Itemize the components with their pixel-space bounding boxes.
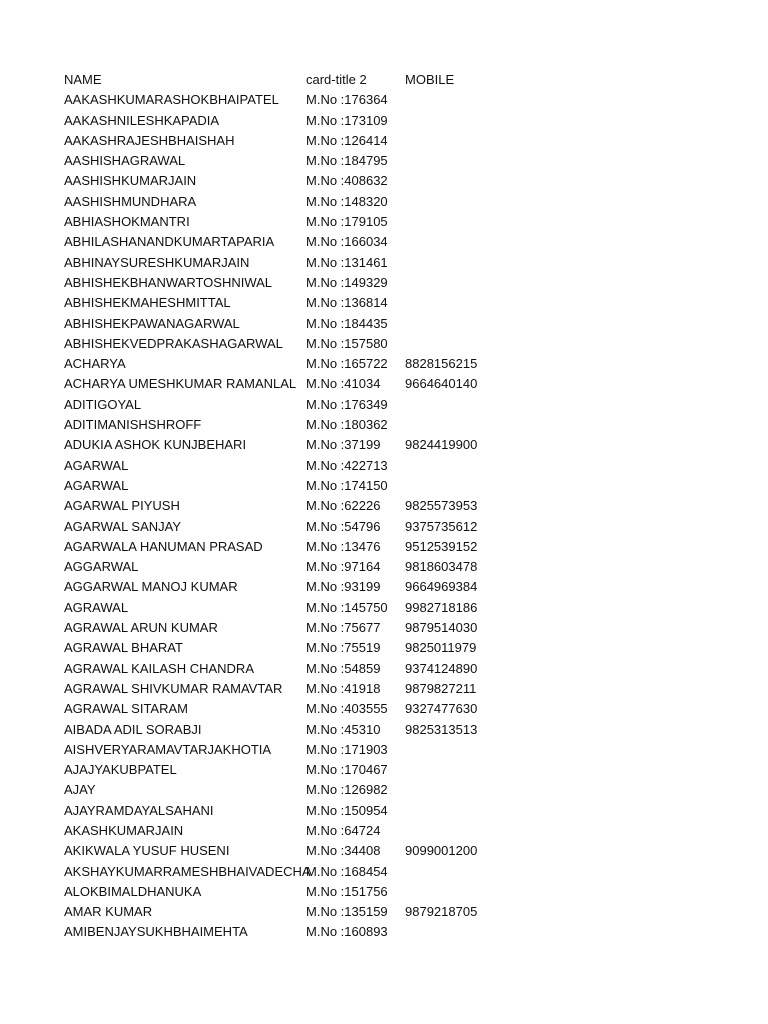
cell-mobile: 9374124890 <box>405 660 478 676</box>
cell-mobile: 9327477630 <box>405 701 478 717</box>
cell-mobile <box>405 212 525 232</box>
table-row <box>64 760 704 780</box>
cell-mobile: 9664640140 <box>405 376 478 392</box>
cell-mno: M.No :126414 <box>306 132 388 148</box>
cell-mno: M.No :41034 <box>306 376 381 392</box>
table-row <box>64 90 704 110</box>
cell-mobile: 9824419900 <box>405 437 478 453</box>
cell-mno: M.No :75519 <box>306 640 381 656</box>
cell-name: ALOKBIMALDHANUKA <box>64 883 202 899</box>
cell-mobile <box>405 171 525 191</box>
cell-mno: M.No :171903 <box>306 741 388 757</box>
table-row <box>64 659 704 679</box>
table-row <box>64 111 704 131</box>
cell-mno: M.No :62226 <box>306 498 381 514</box>
table-row <box>64 801 704 821</box>
cell-mno: M.No :165722 <box>306 356 388 372</box>
cell-name: AGRAWAL SHIVKUMAR RAMAVTAR <box>64 680 283 696</box>
table-row <box>64 841 704 861</box>
table-row <box>64 882 704 902</box>
cell-mobile <box>405 395 525 415</box>
table-row <box>64 557 704 577</box>
table-row <box>64 435 704 455</box>
cell-mobile: 8828156215 <box>405 356 478 372</box>
cell-mobile: 9825573953 <box>405 498 478 514</box>
cell-name: AGRAWAL BHARAT <box>64 640 183 656</box>
cell-mobile <box>405 111 525 131</box>
cell-mno: M.No :403555 <box>306 701 388 717</box>
cell-mobile <box>405 780 525 800</box>
cell-mno: M.No :41918 <box>306 680 381 696</box>
cell-name: ABHIASHOKMANTRI <box>64 214 190 230</box>
cell-mobile <box>405 232 525 252</box>
cell-mno: M.No :173109 <box>306 112 388 128</box>
cell-mobile <box>405 740 525 760</box>
table-row <box>64 821 704 841</box>
cell-mno: M.No :176349 <box>306 396 388 412</box>
cell-mobile <box>405 415 525 435</box>
cell-mno: M.No :168454 <box>306 863 388 879</box>
cell-mno: M.No :150954 <box>306 802 388 818</box>
cell-mno: M.No :64724 <box>306 822 381 838</box>
table-row <box>64 293 704 313</box>
cell-name: AASHISHAGRAWAL <box>64 153 186 169</box>
cell-mno: M.No :45310 <box>306 721 381 737</box>
table-row <box>64 354 704 374</box>
cell-mobile: 9879514030 <box>405 620 478 636</box>
cell-mno: M.No :131461 <box>306 254 388 270</box>
cell-mno: M.No :166034 <box>306 234 388 250</box>
cell-mobile: 9664969384 <box>405 579 478 595</box>
table-row <box>64 679 704 699</box>
cell-name: ABHISHEKVEDPRAKASHAGARWAL <box>64 335 283 351</box>
cell-mobile <box>405 293 525 313</box>
cell-mno: M.No :174150 <box>306 477 388 493</box>
cell-mno: M.No :422713 <box>306 457 388 473</box>
cell-mobile: 9825011979 <box>405 640 477 656</box>
cell-mobile <box>405 862 525 882</box>
cell-name: ADITIGOYAL <box>64 396 142 412</box>
cell-name: ACHARYA UMESHKUMAR RAMANLAL <box>64 376 297 392</box>
table-row <box>64 638 704 658</box>
cell-name: ABHISHEKPAWANAGARWAL <box>64 315 240 331</box>
cell-name: ACHARYA <box>64 356 126 372</box>
cell-name: AAKASHRAJESHBHAISHAH <box>64 132 235 148</box>
cell-mobile: 9879218705 <box>405 904 478 920</box>
table-row <box>64 334 704 354</box>
cell-mobile: 9825313513 <box>405 721 478 737</box>
table-row <box>64 476 704 496</box>
cell-name: AJAY <box>64 782 96 798</box>
cell-mobile <box>405 151 525 171</box>
cell-name: AKASHKUMARJAIN <box>64 822 184 838</box>
cell-mno: M.No :160893 <box>306 924 388 940</box>
cell-name: AGARWAL <box>64 477 129 493</box>
table-row <box>64 232 704 252</box>
cell-mno: M.No :54859 <box>306 660 381 676</box>
cell-mno: M.No :97164 <box>306 559 381 575</box>
cell-name: ABHILASHANANDKUMARTAPARIA <box>64 234 275 250</box>
cell-mobile: 9375735612 <box>405 518 478 534</box>
cell-mobile <box>405 253 525 273</box>
cell-mno: M.No :135159 <box>306 904 388 920</box>
cell-mno: M.No :179105 <box>306 214 388 230</box>
cell-name: AGARWALA HANUMAN PRASAD <box>64 538 263 554</box>
table-row <box>64 740 704 760</box>
cell-mobile: 9818603478 <box>405 559 478 575</box>
table-row <box>64 902 704 922</box>
cell-mno: M.No :170467 <box>306 762 388 778</box>
cell-mno: M.No :151756 <box>306 883 388 899</box>
cell-mno: M.No :37199 <box>306 437 381 453</box>
cell-mobile <box>405 192 525 212</box>
cell-mno: M.No :34408 <box>306 843 381 859</box>
member-table <box>64 70 704 943</box>
cell-mobile <box>405 801 525 821</box>
header-name: NAME <box>64 72 102 87</box>
cell-mno: M.No :93199 <box>306 579 381 595</box>
cell-mno: M.No :180362 <box>306 417 388 433</box>
cell-mno: M.No :13476 <box>306 538 381 554</box>
cell-name: AASHISHKUMARJAIN <box>64 173 197 189</box>
cell-mobile: 9512539152 <box>405 538 478 554</box>
table-row <box>64 618 704 638</box>
header-mno: card-title 2 <box>306 72 367 87</box>
cell-name: AGARWAL SANJAY <box>64 518 182 534</box>
table-row <box>64 415 704 435</box>
table-row <box>64 720 704 740</box>
cell-name: AGRAWAL ARUN KUMAR <box>64 620 218 636</box>
table-row <box>64 374 704 394</box>
cell-mno: M.No :145750 <box>306 599 388 615</box>
cell-name: AGRAWAL SITARAM <box>64 701 188 717</box>
table-row <box>64 171 704 191</box>
header-row <box>64 70 704 90</box>
table-row <box>64 253 704 273</box>
table-body <box>64 90 704 942</box>
cell-mobile <box>405 476 525 496</box>
cell-name: AJAJYAKUBPATEL <box>64 762 177 778</box>
cell-name: ABHISHEKBHANWARTOSHNIWAL <box>64 274 273 290</box>
cell-name: AGGARWAL <box>64 559 139 575</box>
header-mobile: MOBILE <box>405 72 455 87</box>
table-row <box>64 456 704 476</box>
cell-name: AGARWAL <box>64 457 129 473</box>
cell-mno: M.No :408632 <box>306 173 388 189</box>
cell-name: AMAR KUMAR <box>64 904 153 920</box>
cell-name: AAKASHKUMARASHOKBHAIPATEL <box>64 92 279 108</box>
cell-mno: M.No :75677 <box>306 620 381 636</box>
cell-mobile <box>405 90 525 110</box>
table-row <box>64 780 704 800</box>
table-row <box>64 395 704 415</box>
cell-mobile <box>405 131 525 151</box>
table-row <box>64 862 704 882</box>
cell-name: AASHISHMUNDHARA <box>64 193 197 209</box>
cell-mobile: 9982718186 <box>405 599 478 615</box>
cell-name: AIBADA ADIL SORABJI <box>64 721 202 737</box>
cell-mno: M.No :184435 <box>306 315 388 331</box>
cell-name: AGRAWAL <box>64 599 129 615</box>
cell-name: ABHISHEKMAHESHMITTAL <box>64 295 231 311</box>
table-row <box>64 699 704 719</box>
cell-mobile <box>405 760 525 780</box>
cell-mno: M.No :136814 <box>306 295 388 311</box>
cell-mno: M.No :148320 <box>306 193 388 209</box>
cell-name: AKIKWALA YUSUF HUSENI <box>64 843 230 859</box>
table-row <box>64 496 704 516</box>
cell-name: AISHVERYARAMAVTARJAKHOTIA <box>64 741 272 757</box>
cell-name: AJAYRAMDAYALSAHANI <box>64 802 214 818</box>
cell-name: ADUKIA ASHOK KUNJBEHARI <box>64 437 247 453</box>
table-row <box>64 273 704 293</box>
cell-name: AAKASHNILESHKAPADIA <box>64 112 220 128</box>
cell-mno: M.No :157580 <box>306 335 388 351</box>
cell-name: ABHINAYSURESHKUMARJAIN <box>64 254 250 270</box>
cell-mno: M.No :149329 <box>306 274 388 290</box>
table-row <box>64 537 704 557</box>
table-row <box>64 192 704 212</box>
cell-mno: M.No :176364 <box>306 92 388 108</box>
table-row <box>64 598 704 618</box>
cell-mobile: 9879827211 <box>405 680 477 696</box>
cell-name: AGRAWAL KAILASH CHANDRA <box>64 660 254 676</box>
cell-mobile <box>405 334 525 354</box>
cell-mobile: 9099001200 <box>405 843 478 859</box>
cell-mno: M.No :54796 <box>306 518 381 534</box>
table-row <box>64 131 704 151</box>
table-row <box>64 577 704 597</box>
cell-mno: M.No :184795 <box>306 153 388 169</box>
cell-name: AKSHAYKUMARRAMESHBHAIVADECHA <box>64 863 311 879</box>
cell-mobile <box>405 314 525 334</box>
table-row <box>64 517 704 537</box>
cell-mobile <box>405 922 525 942</box>
table-row <box>64 314 704 334</box>
cell-name: AGARWAL PIYUSH <box>64 498 180 514</box>
cell-mno: M.No :126982 <box>306 782 388 798</box>
table-row <box>64 151 704 171</box>
cell-mobile <box>405 882 525 902</box>
cell-mobile <box>405 821 525 841</box>
cell-name: ADITIMANISHSHROFF <box>64 417 202 433</box>
cell-mobile <box>405 456 525 476</box>
cell-name: AGGARWAL MANOJ KUMAR <box>64 579 238 595</box>
cell-name: AMIBENJAYSUKHBHAIMEHTA <box>64 924 248 940</box>
table-row <box>64 212 704 232</box>
cell-mobile <box>405 273 525 293</box>
table-row <box>64 922 704 942</box>
